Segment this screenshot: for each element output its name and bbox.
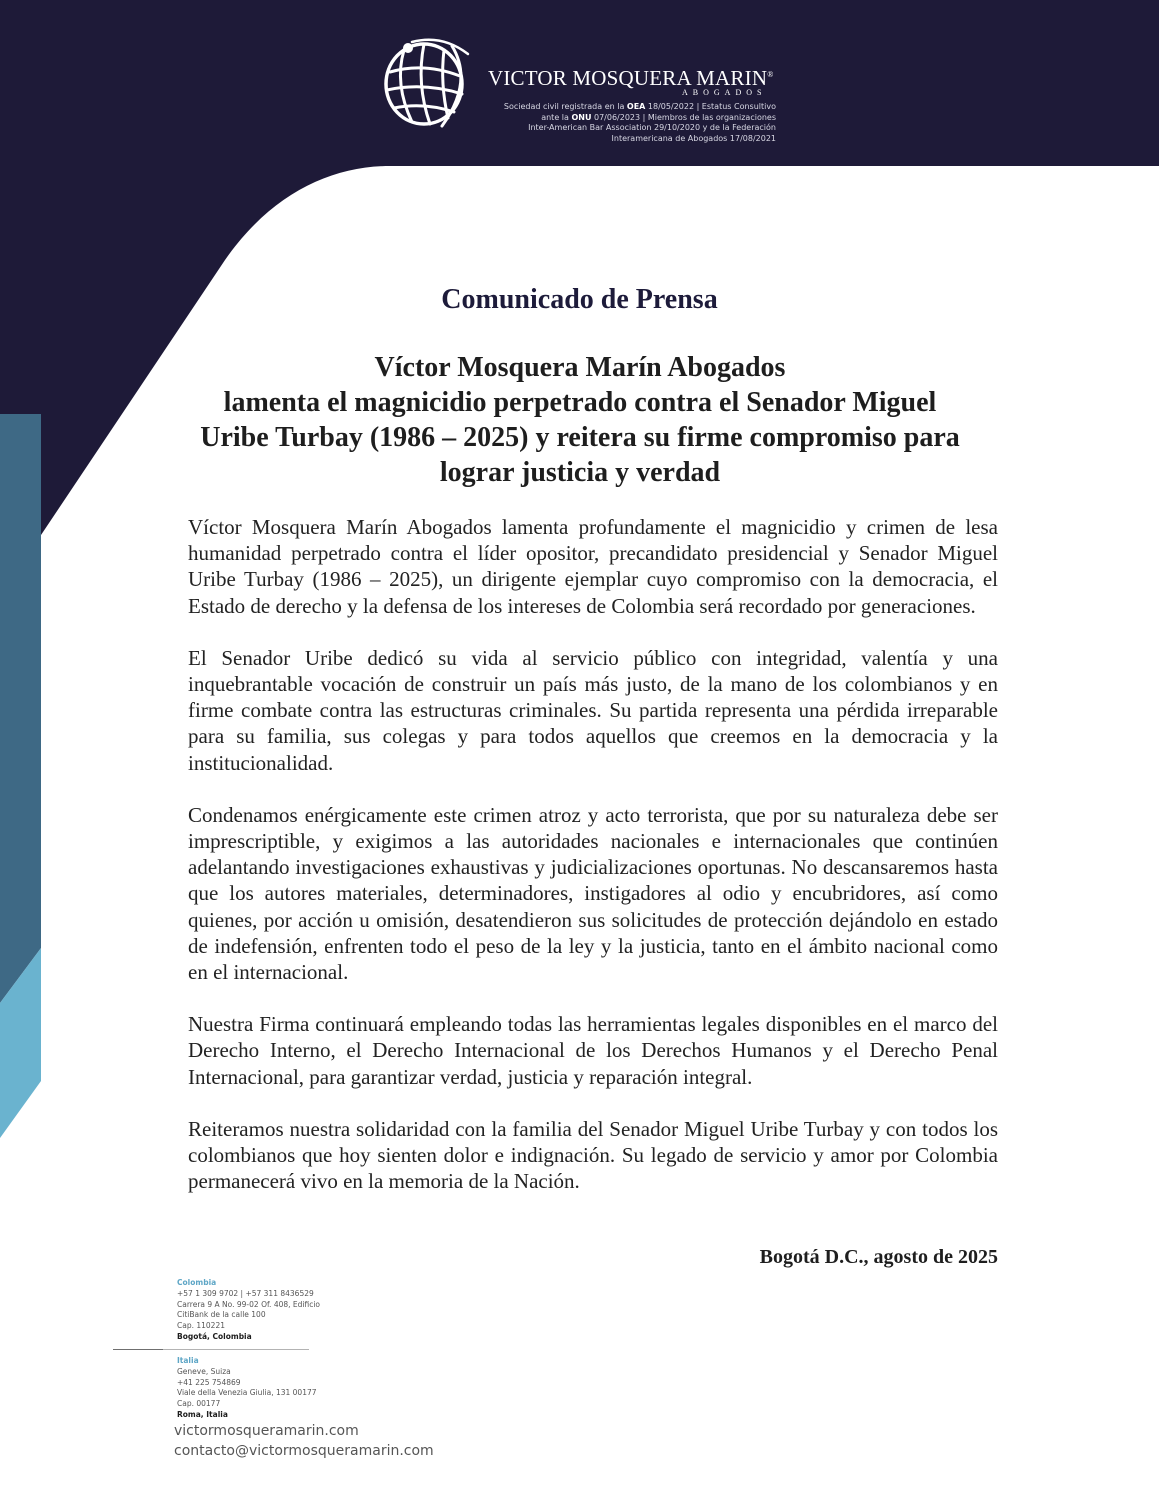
headline: Víctor Mosquera Marín Abogados lamenta el magnicidio perpetrado contra el Senador Miguel Uribe Turbay (1986 – 2025) y reitera su firme compromiso para lograr justicia y verdad [200,352,960,488]
place-and-date: Bogotá D.C., agosto de 2025 [759,1246,998,1268]
paragraph: Condenamos enérgicamente este crimen atroz y acto terrorista, que por su naturaleza debe ser imprescriptible, y exigimos a las autoridades nacionales e internacionales que continúen adelantando investigaciones exhaustivas y judicializaciones oportunas. No descansaremos hasta que los autores materiales, determinadores, instigadores al odio y encubridores, así como quienes, por acción u omisión, desatendieron sus solicitudes de protección dejándolo en estado de indefensión, enfrenten todo el peso de la ley y la justicia, tanto en el ámbito nacional como en el internacional. [188,802,998,985]
paragraph: Víctor Mosquera Marín Abogados lamenta profundamente el magnicidio y crimen de lesa humanidad perpetrado contra el líder opositor, precandidato presidencial y Senador Miguel Uribe Turbay (1986 – 2025), un dirigente ejemplar cuyo compromiso con la democracia, el Estado de derecho y la defensa de los intereses de Colombia será recordado por generaciones. [188,515,998,618]
office-city: Bogotá, Colombia [177,1331,252,1341]
website-link[interactable]: victormosqueramarin.com [174,1423,359,1439]
email-link[interactable]: contacto@victormosqueramarin.com [174,1443,434,1459]
office-country: Italia [177,1356,199,1365]
paragraph: Reiteramos nuestra solidaridad con la familia del Senador Miguel Uribe Turbay y con todos los colombianos que hoy sienten dolor e indignación. Su legado de servicio y amor por Colombia permanecerá vivo en la memoria de la Nación. [188,1116,998,1194]
firm-subtitle: ABOGADOS [682,88,767,97]
paragraph: El Senador Uribe dedicó su vida al servicio público con integridad, valentía y una inquebrantable vocación de construir un país más justo, de la mano de los colombianos y en firme combate contra las estructuras criminales. Su partida representa una pérdida irreparable para su familia, sus colegas y para todos aquellos que creemos en la democracia y la institucionalidad. [188,645,998,775]
body-text [188,514,998,1220]
document-title: Comunicado de Prensa [441,284,718,315]
registration-info: Sociedad civil registrada en la OEA 18/05/2022 | Estatus Consultivo ante la ONU 07/06/2023 | Miembros de las organizaciones Inter-American Bar Association 29/10/2020 y de la Federación Interamericana de Abogados 17/08/2021 [503,102,776,143]
footer-divider [113,1349,309,1350]
web-contacts [174,1421,434,1461]
firm-logo [382,30,782,150]
side-bar-teal-dark [0,414,41,1003]
office-country: Colombia [177,1278,217,1287]
paragraph: Nuestra Firma continuará empleando todas las herramientas legales disponibles en el marco del Derecho Interno, el Derecho Internacional de los Derechos Humanos y el Derecho Penal Internacional, para garantizar verdad, justicia y reparación integral. [188,1012,998,1089]
firm-name: VICTOR MOSQUERA MARIN® [488,66,774,90]
office-italia: Italia Geneve, Suiza +41 225 754869 Viale della Venezia Giulia, 131 00177 Cap. 00177 Roma, Italia [177,1356,417,1421]
office-city: Roma, Italia [177,1409,228,1419]
office-colombia: Colombia +57 1 309 9702 | +57 311 8436529 Carrera 9 A No. 99-02 Of. 408, Edificio CitiBank de la calle 100 Cap. 110221 Bogotá, Colombia [177,1278,417,1343]
